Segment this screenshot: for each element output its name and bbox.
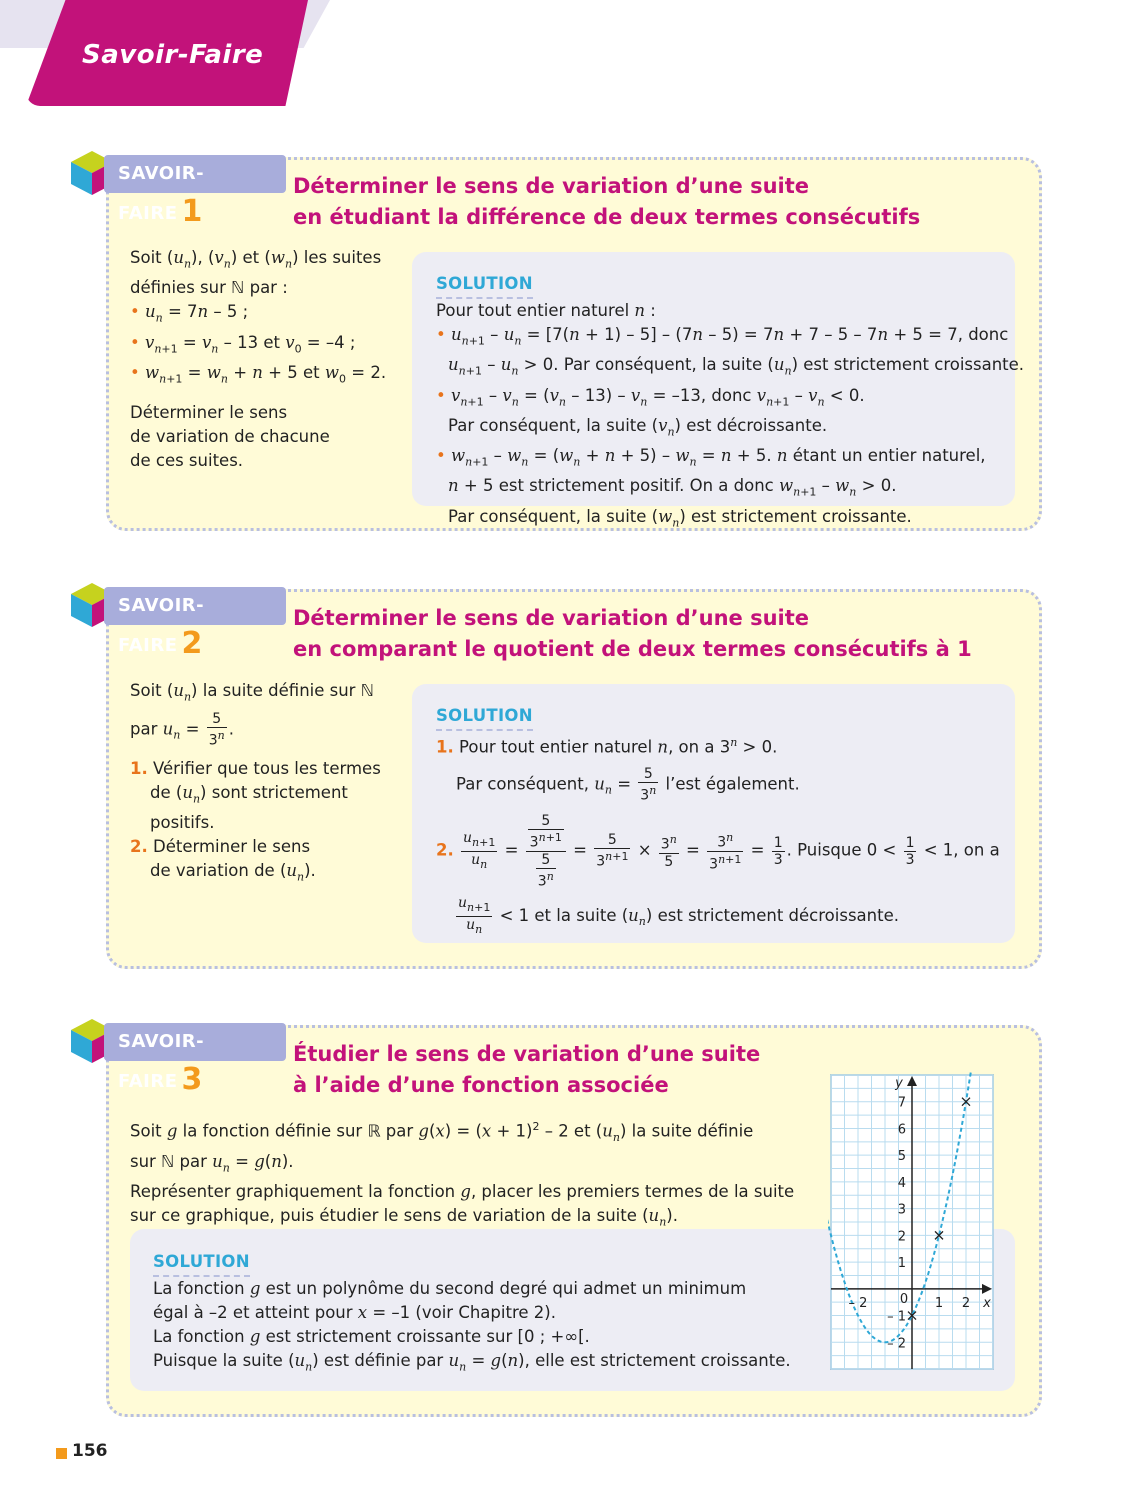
origin-label: 0 [899,1291,909,1307]
solution-2-content: SOLUTION 1. Pour tout entier naturel n, on a $3^n > 0$. Par conséquent, $u_n$ = $\frac{5}{3^n}$ l’est également. 2. $\frac{u_{n+1}}{u_n}$ = $\frac{\frac{5}{3^{n+1}}}{\frac{5}{3^n}}$ = $\frac{5}{3^{n+1}}$ × $\frac{3^n}{5}$ = $\frac{3^n}{3^{n+1}}$ = $\frac{1}{3}$ . Puisque 0 < $\frac{1}{3}$ < 1, on a $\frac{u_{n+1}}{u_n}$ < 1 et la suite $(u_n)$ est strictement décroissante. [436,706,1000,937]
savoir-faire-badge: SAVOIR-FAIRE 1 [104,155,286,193]
savoir-faire-badge: SAVOIR-FAIRE 3 [104,1023,286,1061]
page-number: 156 [72,1441,108,1461]
savoir-faire-1-title: Déterminer le sens de variation d’une suite en étudiant la différence de deux termes consécutifs [293,174,921,229]
y-tick-label: 4 [897,1175,906,1191]
section-tab-label: Savoir-Faire [82,40,264,70]
y-tick-label: – 1 [887,1309,906,1325]
exercise-1-statement: Soit $(u_n)$, $(v_n)$ et $(w_n)$ les suites définies sur ℕ par : • $u_n = 7n - 5$ ; • $v_{n+1} = v_n - 13$ et $v_0 = -4$ ; • $w_{n+1} = w_n + n + 5$ et $w_0 = 2$. Déterminer le sens de variation de chacune de ces suites. [130,248,387,471]
y-tick-label: 6 [897,1122,906,1138]
y-tick-label: – 2 [887,1336,906,1352]
savoir-faire-badge: SAVOIR-FAIRE 2 [104,587,286,625]
solution-label: SOLUTION [153,1250,250,1277]
exercise-2-statement: Soit $(u_n)$ la suite définie sur ℕ par $u_n$ = $\frac{5}{3^n}$ . 1. Vérifier que tous les termes de $(u_n)$ sont strictement positifs. 2. Déterminer le sens de variation de $(u_n)$. [130,681,381,884]
solution-1-content: SOLUTION Pour tout entier naturel n : • $u_{n+1} - u_n = [7(n + 1) - 5] - (7n - 5) = 7n + 7 - 5 - 7n + 5 = 7$, donc $u_{n+1} - u_n > 0$. Par conséquent, la suite $(u_n)$ est strictement croissante. • $v_{n+1} - v_n = (v_n - 13) - v_n = -13$, donc $v_{n+1} - v_n < 0$. Par conséquent, la suite $(v_n)$ est décroissante. • $w_{n+1} - w_n = (w_n + n + 5) - w_n = n + 5$. n étant un entier naturel, n + 5 est strictement positif. On a donc $w_{n+1} - w_n > 0$. Par conséquent, la suite $(w_n)$ est strictement croissante. [436,274,1025,530]
y-axis-label: y [895,1076,903,1091]
x-tick-label: 1 [934,1295,944,1311]
exercise-3-statement: Soit g la fonction définie sur ℝ par $g(x) = (x + 1)^2 - 2$ et $(u_n)$ la suite définie sur ℕ par $u_n = g(n)$. Représenter graphiquement la fonction g, placer les premiers termes de la suite sur ce graphique, puis étudier le sens de variation de la suite $(u_n)$. [130,1120,795,1229]
function-graph [828,1072,996,1372]
y-tick-label: 3 [897,1202,906,1218]
y-tick-label: 2 [897,1229,906,1245]
y-tick-label: 7 [897,1095,906,1111]
savoir-faire-2-title: Déterminer le sens de variation d’une suite en comparant le quotient de deux termes consécutifs à 1 [293,606,972,661]
y-tick-label: 1 [897,1256,906,1272]
x-tick-label: 2 [961,1295,971,1311]
solution-label: SOLUTION [436,272,533,299]
y-tick-label: 5 [897,1149,906,1165]
solution-3-content: SOLUTION La fonction g est un polynôme du second degré qui admet un minimum égal à –2 et atteint pour x = –1 (voir Chapitre 2). La fonction g est strictement croissante sur [0 ; +∞[. Puisque la suite $(u_n)$ est définie par $u_n = g(n)$, elle est strictement croissante. [153,1252,791,1374]
x-axis-label: x [983,1295,991,1311]
page-marker [56,1448,67,1459]
solution-label: SOLUTION [436,704,533,731]
x-tick-label: – 2 [848,1295,868,1311]
savoir-faire-3-title: Étudier le sens de variation d’une suite à l’aide d’une fonction associée [293,1042,761,1097]
